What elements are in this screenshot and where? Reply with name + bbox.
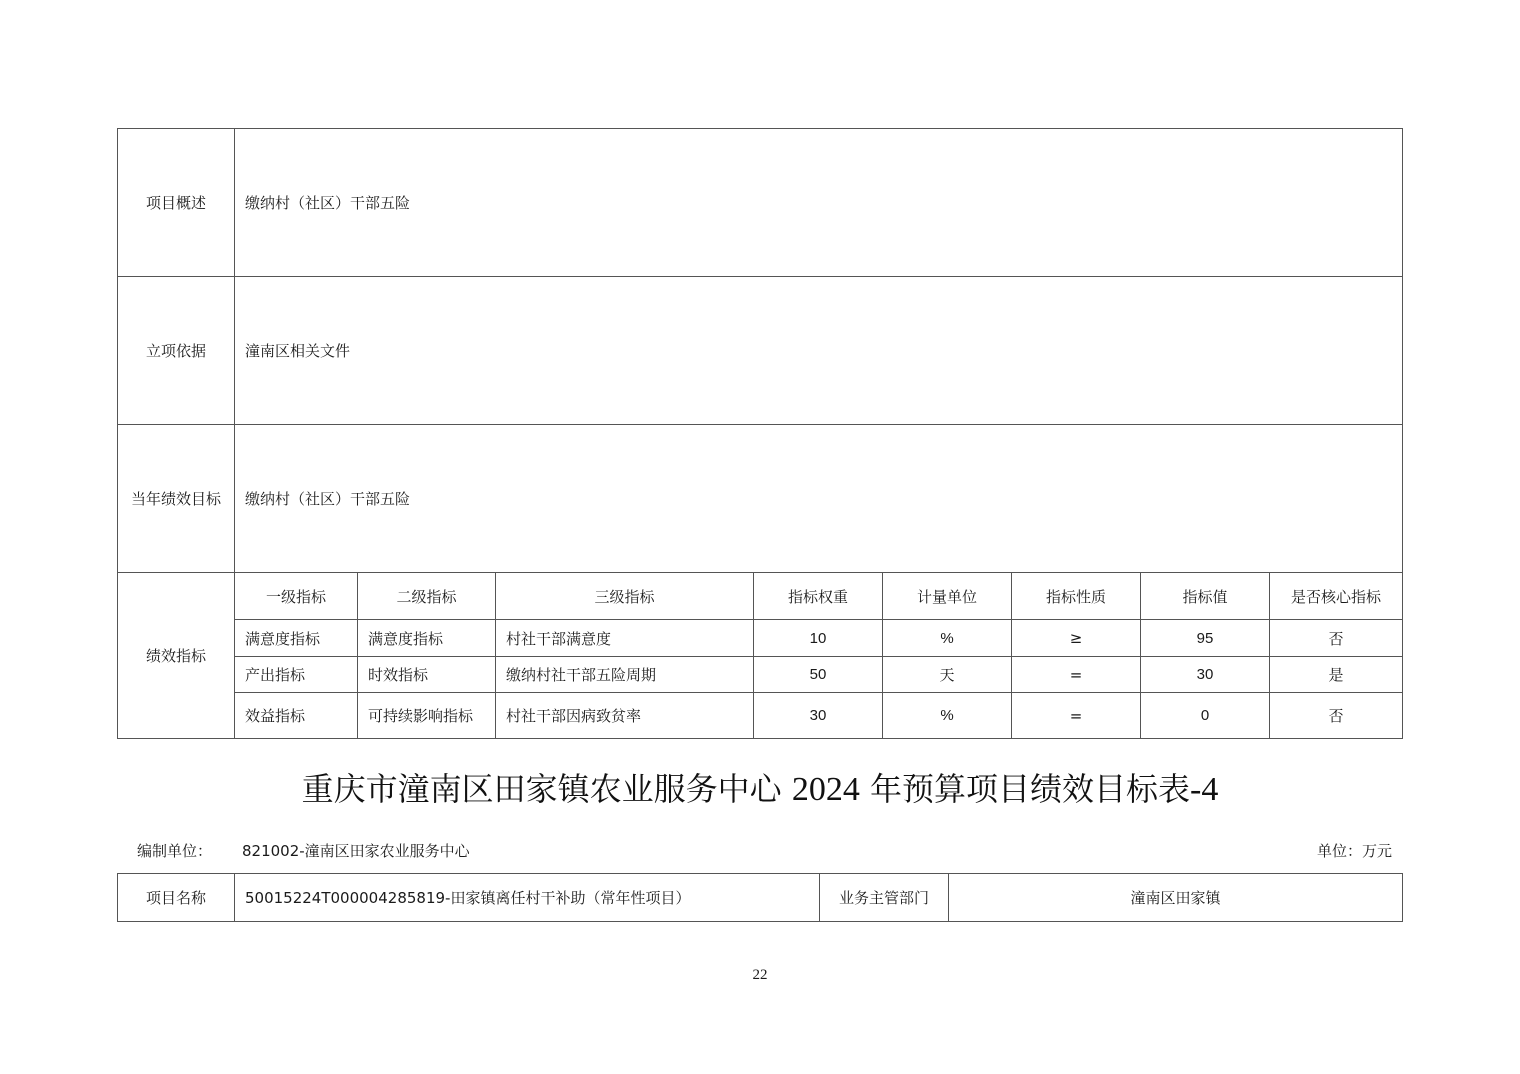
table-row bbox=[118, 693, 1403, 739]
level3-cell: 缴纳村社干部五险周期 bbox=[496, 657, 754, 693]
core-cell: 否 bbox=[1270, 620, 1403, 657]
department-label: 业务主管部门 bbox=[820, 874, 949, 922]
indicator-header-row bbox=[118, 573, 1403, 620]
title-prefix: 重庆市潼南区田家镇农业服务中心 bbox=[301, 770, 782, 808]
nature-cell: = bbox=[1012, 657, 1141, 693]
column-header: 指标值 bbox=[1141, 573, 1270, 620]
core-cell: 是 bbox=[1270, 657, 1403, 693]
unit-label: 编制单位： bbox=[137, 842, 213, 860]
level3-cell: 村社干部满意度 bbox=[496, 620, 754, 657]
title-suffix: 年预算项目绩效目标表 bbox=[870, 770, 1191, 808]
value-cell: 95 bbox=[1141, 620, 1270, 657]
core-cell: 否 bbox=[1270, 693, 1403, 739]
column-header: 三级指标 bbox=[496, 573, 754, 620]
summary-label: 项目概述 bbox=[118, 129, 235, 277]
goal-row bbox=[118, 425, 1403, 573]
level1-cell: 满意度指标 bbox=[235, 620, 358, 657]
summary-value: 缴纳村（社区）干部五险 bbox=[235, 129, 1403, 277]
basis-label: 立项依据 bbox=[118, 277, 235, 425]
weight-cell: 10 bbox=[754, 620, 883, 657]
unit-cell: % bbox=[883, 693, 1012, 739]
weight-cell: 50 bbox=[754, 657, 883, 693]
weight-cell: 30 bbox=[754, 693, 883, 739]
value-cell: 30 bbox=[1141, 657, 1270, 693]
unit-cell: % bbox=[883, 620, 1012, 657]
column-header: 计量单位 bbox=[883, 573, 1012, 620]
value-cell: 0 bbox=[1141, 693, 1270, 739]
summary-row bbox=[118, 129, 1403, 277]
title-year: 2024 bbox=[791, 771, 860, 808]
page-number: 22 bbox=[752, 967, 768, 983]
project-header-table bbox=[117, 873, 1403, 922]
column-header: 一级指标 bbox=[235, 573, 358, 620]
unit-value: 821002-潼南区田家农业服务中心 bbox=[242, 842, 470, 860]
page-title bbox=[0, 764, 1520, 815]
title-number: -4 bbox=[1190, 771, 1219, 808]
nature-cell: ≥ bbox=[1012, 620, 1141, 657]
basis-value: 潼南区相关文件 bbox=[235, 277, 1403, 425]
goal-label: 当年绩效目标 bbox=[118, 425, 235, 573]
table-row bbox=[118, 620, 1403, 657]
basis-row bbox=[118, 277, 1403, 425]
level1-cell: 产出指标 bbox=[235, 657, 358, 693]
department-value: 潼南区田家镇 bbox=[949, 874, 1403, 922]
performance-table bbox=[117, 128, 1403, 739]
project-name-value: 50015224T000004285819-田家镇离任村干补助（常年性项目） bbox=[235, 874, 820, 922]
level1-cell: 效益指标 bbox=[235, 693, 358, 739]
level3-cell: 村社干部因病致贫率 bbox=[496, 693, 754, 739]
goal-value: 缴纳村（社区）干部五险 bbox=[235, 425, 1403, 573]
project-header-row bbox=[118, 874, 1403, 922]
column-header: 指标性质 bbox=[1012, 573, 1141, 620]
nature-cell: = bbox=[1012, 693, 1141, 739]
table-row bbox=[118, 657, 1403, 693]
column-header: 二级指标 bbox=[358, 573, 496, 620]
project-name-label: 项目名称 bbox=[118, 874, 235, 922]
level2-cell: 可持续影响指标 bbox=[358, 693, 496, 739]
indicators-label: 绩效指标 bbox=[118, 573, 235, 739]
column-header: 指标权重 bbox=[754, 573, 883, 620]
level2-cell: 时效指标 bbox=[358, 657, 496, 693]
column-header: 是否核心指标 bbox=[1270, 573, 1403, 620]
currency-unit: 单位：万元 bbox=[1316, 842, 1392, 860]
unit-cell: 天 bbox=[883, 657, 1012, 693]
level2-cell: 满意度指标 bbox=[358, 620, 496, 657]
